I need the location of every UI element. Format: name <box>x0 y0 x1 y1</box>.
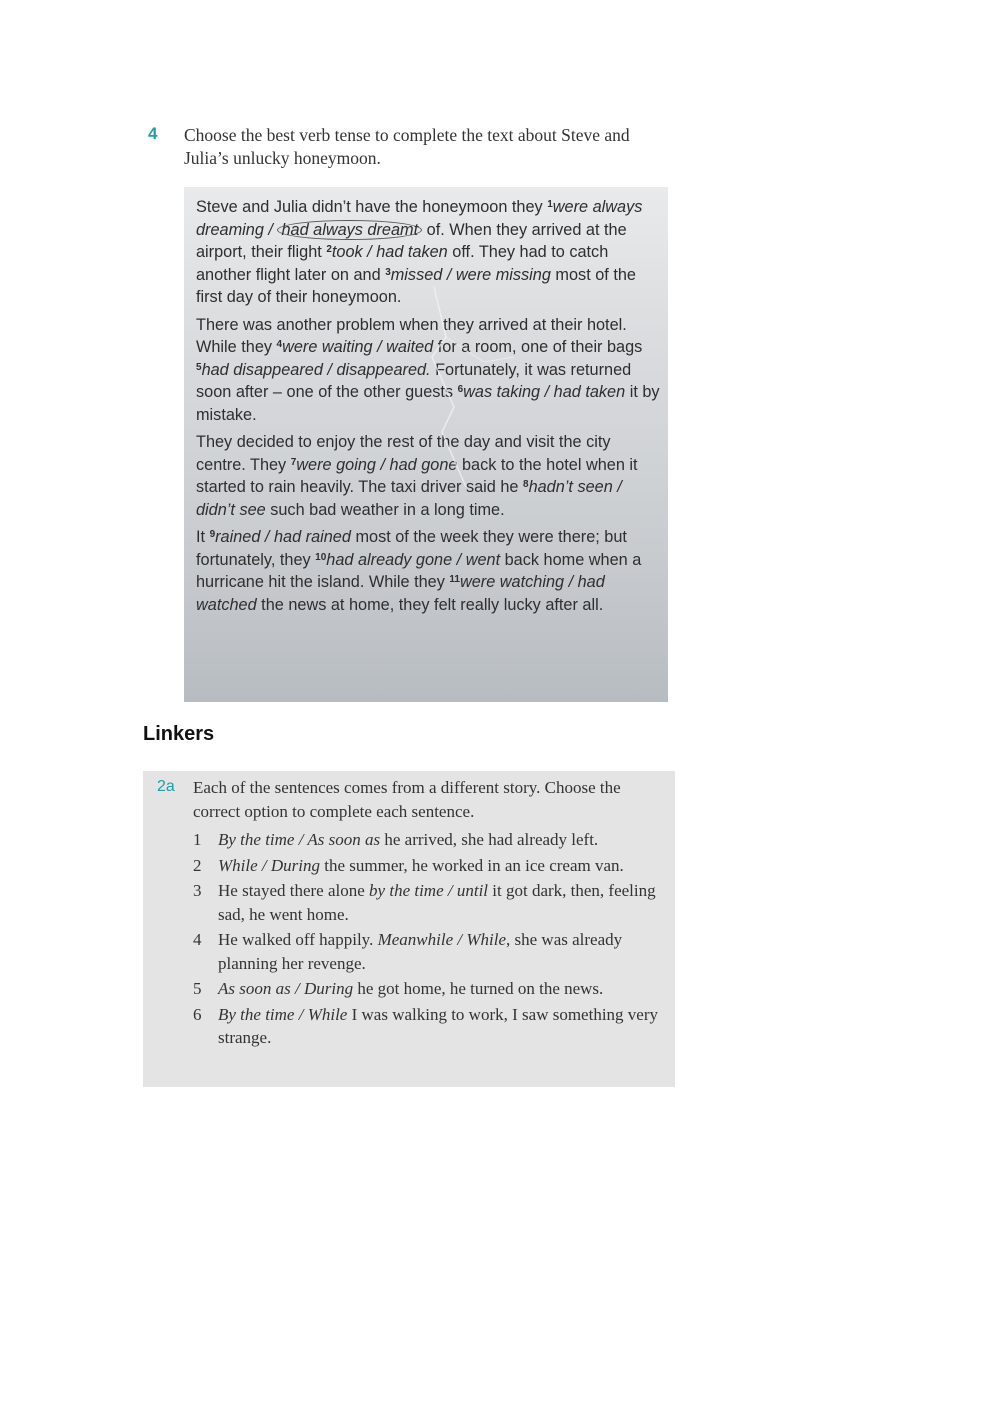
answer-option: took / had taken <box>331 243 448 261</box>
gap-number: 10 <box>315 551 327 563</box>
gap-number: 2 <box>326 244 332 255</box>
list-item <box>193 879 671 926</box>
section-title-linkers: Linkers <box>143 723 215 745</box>
answer-option: were watching / had watched <box>196 573 605 614</box>
exercise-2a <box>143 771 675 1087</box>
text-run: off. They had to catch another flight later on and <box>196 243 609 284</box>
story-paragraph <box>196 314 660 427</box>
exercise-4-number: 4 <box>148 124 158 143</box>
circled-answer: had always dreamt <box>277 220 422 240</box>
exercise-2a-list <box>193 828 671 1052</box>
exercise-2a-instruction: Each of the sentences comes from a different story. Choose the correct option to complete each sentence. <box>193 778 621 821</box>
list-item <box>193 854 671 878</box>
text-run: Steve and Julia didn’t have the honeymoon they <box>196 198 548 216</box>
text-run: back home when a hurricane hit the island. While they <box>196 550 642 591</box>
text-run: back to the hotel when it started to rain heavily. The taxi driver said he <box>196 455 638 496</box>
list-item <box>193 977 671 1001</box>
item-number: 3 <box>193 881 202 900</box>
exercise-2a-number: 2a <box>157 778 175 795</box>
text-run: for a room, one of their bags <box>433 338 643 356</box>
answer-option: by the time / until <box>369 881 489 900</box>
list-item <box>193 928 671 975</box>
story-paragraph <box>196 526 660 616</box>
text-run: of. When they arrived at the airport, their flight <box>196 220 627 261</box>
list-item <box>193 1003 671 1050</box>
gap-number: 7 <box>290 456 297 468</box>
text-run: They decided to enjoy the rest of the day and visit the city centre. They <box>196 433 611 474</box>
text-run: I was walking to work, I saw something very strange. <box>218 1004 659 1047</box>
text-run: most of the first day of their honeymoon. <box>196 265 636 306</box>
answer-option: was taking / had taken <box>463 383 626 401</box>
text-run: He walked off happily. <box>218 930 378 949</box>
answer-option: By the time / As soon as <box>218 830 381 849</box>
text-run: it by mistake. <box>196 383 660 424</box>
text-run: the news at home, they felt really lucky after all. <box>256 595 604 614</box>
gap-number: 8 <box>523 479 529 490</box>
item-number: 5 <box>193 979 202 998</box>
answer-option: had already gone / went <box>326 550 501 569</box>
answer-option: rained / had rained <box>215 528 351 546</box>
answer-option: missed / were missing <box>390 265 551 284</box>
list-item <box>193 828 671 852</box>
gap-number: 1 <box>547 199 553 210</box>
text-run: , she was already planning her revenge. <box>218 930 623 973</box>
answer-option: By the time / While <box>218 1004 348 1024</box>
gap-number: 3 <box>385 266 391 278</box>
item-number: 6 <box>193 1004 202 1024</box>
story-paragraph <box>196 196 660 309</box>
text-run: such bad weather in a long time. <box>265 500 505 519</box>
text-run: He stayed there alone <box>218 881 370 900</box>
text-run: It <box>196 528 210 546</box>
story-paragraphs <box>196 196 660 616</box>
answer-option: While / During <box>218 855 320 875</box>
item-number: 1 <box>193 830 202 849</box>
item-number: 4 <box>193 930 202 949</box>
gap-number: 4 <box>276 339 283 350</box>
answer-option: hadn’t seen / didn’t see <box>196 478 622 519</box>
text-run: most of the week they were there; but fortunately, they <box>196 528 627 569</box>
text-run: There was another problem when they arrived at their hotel. While they <box>196 315 627 356</box>
gap-number: 11 <box>449 574 460 585</box>
answer-option: were going / had gone <box>296 455 458 474</box>
text-run: he arrived, she had already left. <box>380 830 599 849</box>
answer-option: As soon as / During <box>218 979 354 998</box>
story-text-box <box>184 187 668 702</box>
text-run: it got dark, then, feeling sad, he went home. <box>218 881 656 924</box>
gap-number: 5 <box>196 361 202 373</box>
answer-option: were always dreaming / <box>196 198 643 239</box>
exercise-4-instruction: Choose the best verb tense to complete the text about Steve and Julia’s unlucky honeymoon. <box>184 125 630 168</box>
story-paragraph <box>196 431 660 521</box>
answer-option: Meanwhile / While <box>377 930 506 949</box>
answer-option: had disappeared / disappeared. <box>201 360 431 379</box>
gap-number: 6 <box>457 384 464 395</box>
text-run: Fortunately, it was returned soon after – one of the other guests <box>196 360 632 401</box>
text-run: the summer, he worked in an ice cream van. <box>320 855 624 875</box>
gap-number: 9 <box>209 529 216 540</box>
answer-option: were waiting / waited <box>282 338 434 356</box>
text-run: he got home, he turned on the news. <box>353 979 604 998</box>
item-number: 2 <box>193 855 202 875</box>
